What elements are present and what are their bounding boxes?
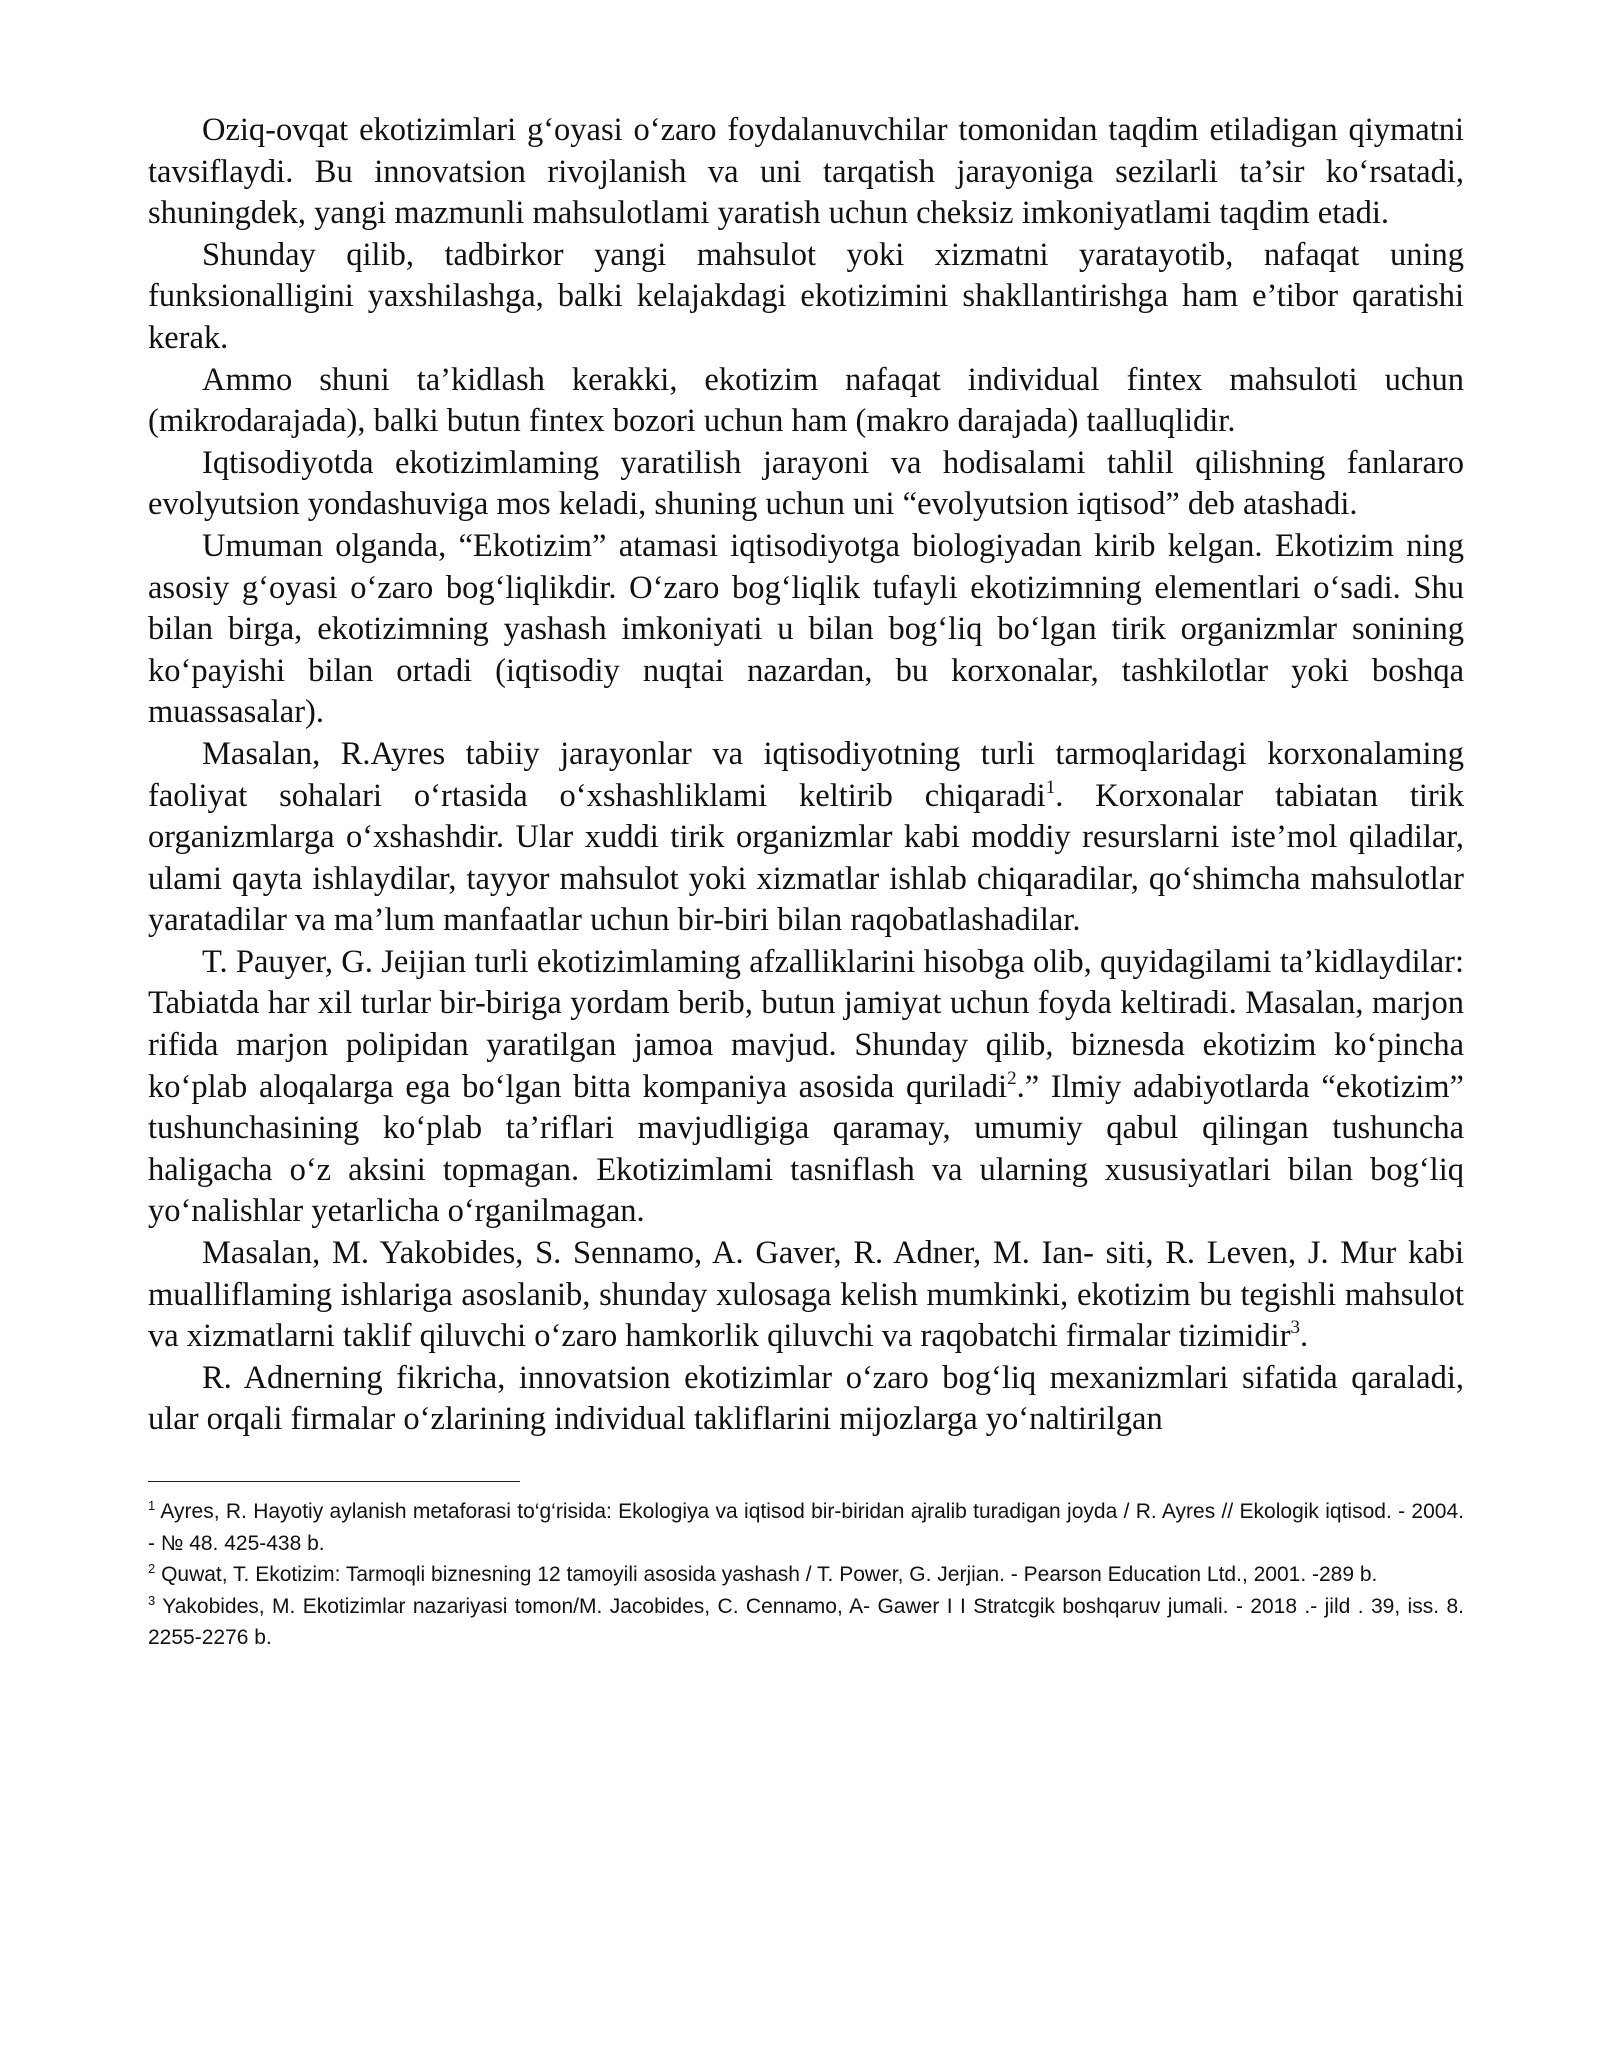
paragraph-6	[148, 734, 1464, 942]
footnote-text: Yakobides, M. Ekotizimlar nazariyasi tomon/M. Jacobides, C. Cennamo, A- Gawer I I Stratcgik boshqaruv jumali. - 2018 .- jild . 39, iss. 8. 2255-2276 b.	[148, 1594, 1464, 1649]
main-text	[148, 110, 1464, 1441]
footnotes	[148, 1496, 1464, 1654]
paragraph-7-text: T. Pauyer, G. Jeijian turli ekotizimlaming afzalliklarini hisobga olib, quyidagilami ta’kidlaydilar: Tabiatda har xil turlar bir-biriga yordam berib, butun jamiyat uchun foyda keltiradi. Masalan, marjon rifida marjon polipidan yaratilgan jamoa mavjud. Shunday qilib, biznesda ekotizim ko‘pincha ko‘plab aloqalarga ega bo‘lgan bitta kompaniya asosida quriladi	[148, 943, 1464, 1105]
paragraph-2: Shunday qilib, tadbirkor yangi mahsulot yoki xizmatni yaratayotib, nafaqat uning funksionalligini yaxshilashga, balki kelajakdagi ekotizimini shakllantirishga ham e’tibor qaratishi kerak.	[148, 236, 1464, 356]
paragraph-6-text: Masalan, R.Ayres tabiiy jarayonlar va iqtisodiyotning turli tarmoqlaridagi korxonalaming faoliyat sohalari o‘rtasida o‘xshashliklami keltirib chiqaradi	[148, 735, 1464, 814]
paragraph-6-text-cont: . Korxonalar tabiatan tirik organizmlarga o‘xshashdir. Ular xuddi tirik organizmlar kabi moddiy resurslarni iste’mol qiladilar, ulami qayta ishlaydilar, tayyor mahsulot yoki xizmatlar ishlab chiqaradilar, qo‘shimcha mahsulotlar yaratadilar va ma’lum manfaatlar uchun bir-biri bilan raqobatlashadilar.	[148, 777, 1464, 939]
footnote-ref-3[interactable]: 3	[1290, 1317, 1301, 1339]
paragraph-4: Iqtisodiyotda ekotizimlaming yaratilish jarayoni va hodisalami tahlil qilishning fanlararo evolyutsion yondashuviga mos keladi, shuning uchun uni “evolyutsion iqtisod” deb atashadi.	[148, 444, 1464, 523]
footnote-text: Ayres, R. Hayotiy aylanish metaforasi to‘g‘risida: Ekologiya va iqtisod bir-biridan ajralib turadigan joyda / R. Ayres // Ekologik iqtisod. - 2004. - № 48. 425-438 b.	[148, 1500, 1464, 1555]
paragraph-7-text-cont: .” Ilmiy adabiyotlarda “ekotizim” tushunchasining ko‘plab ta’riflari mavjudligiga qaramay, umumiy qabul qilingan tushuncha haligacha o‘z aksini topmagan. Ekotizimlami tasniflash va ularning xususiyatlari bilan bog‘liq yo‘nalishlar yetarlicha o‘rganilmagan.	[148, 1068, 1464, 1230]
footnote-number: 1	[148, 1498, 156, 1513]
footnote-text: Quwat, T. Ekotizim: Tarmoqli biznesning 12 tamoyili asosida yashash / T. Power, G. Jerjian. - Pearson Education Ltd., 2001. -289 b.	[161, 1563, 1378, 1586]
paragraph-8-text: Masalan, M. Yakobides, S. Sennamo, A. Gaver, R. Adner, M. Ian- siti, R. Leven, J. Mur kabi mualliflaming ishlariga asoslanib, shunday xulosaga kelish mumkinki, ekotizim bu tegishli mahsulot va xizmatlarni taklif qiluvchi o‘zaro hamkorlik qiluvchi va raqobatchi firmalar tizimidir	[148, 1235, 1464, 1355]
paragraph-8	[148, 1233, 1464, 1358]
footnote-2	[148, 1559, 1464, 1591]
paragraph-3: Ammo shuni ta’kidlash kerakki, ekotizim nafaqat individual fintex mahsuloti uchun (mikrodarajada), balki butun fintex bozori uchun ham (makro darajada) taalluqlidir.	[148, 361, 1464, 440]
paragraph-5: Umuman olganda, “Ekotizim” atamasi iqtisodiyotga biologiyadan kirib kelgan. Ekotizim ning asosiy g‘oyasi o‘zaro bog‘liqlikdir. O‘zaro bog‘liqlik tufayli ekotizimning elementlari o‘sadi. Shu bilan birga, ekotizimning yashash imkoniyati u bilan bog‘liq bo‘lgan tirik organizmlar sonining ko‘payishi bilan ortadi (iqtisodiy nuqtai nazardan, bu korxonalar, tashkilotlar yoki boshqa muassasalar).	[148, 527, 1464, 731]
paragraph-1: Oziq-ovqat ekotizimlari g‘oyasi o‘zaro foydalanuvchilar tomonidan taqdim etiladigan qiymatni tavsiflaydi. Bu innovatsion rivojlanish va uni tarqatish jarayoniga sezilarli ta’sir ko‘rsatadi, shuningdek, yangi mazmunli mahsulotlami yaratish uchun cheksiz imkoniyatlami taqdim etadi.	[148, 112, 1464, 232]
paragraph-9: R. Adnerning fikricha, innovatsion ekotizimlar o‘zaro bog‘liq mexanizmlari sifatida qaraladi, ular orqali firmalar o‘zlarining individual takliflarini mijozlarga yo‘naltirilgan	[148, 1359, 1464, 1438]
footnote-number: 3	[148, 1592, 156, 1608]
footnote-ref-2[interactable]: 2	[1007, 1067, 1017, 1089]
document-page	[148, 110, 1464, 1654]
footnote-separator	[148, 1481, 520, 1482]
footnote-number: 2	[148, 1561, 156, 1576]
footnote-1	[148, 1496, 1464, 1559]
footnote-3	[148, 1591, 1464, 1654]
footnote-ref-1[interactable]: 1	[1045, 776, 1056, 798]
paragraph-8-text-cont: .	[1300, 1318, 1309, 1355]
paragraph-7	[148, 942, 1464, 1233]
